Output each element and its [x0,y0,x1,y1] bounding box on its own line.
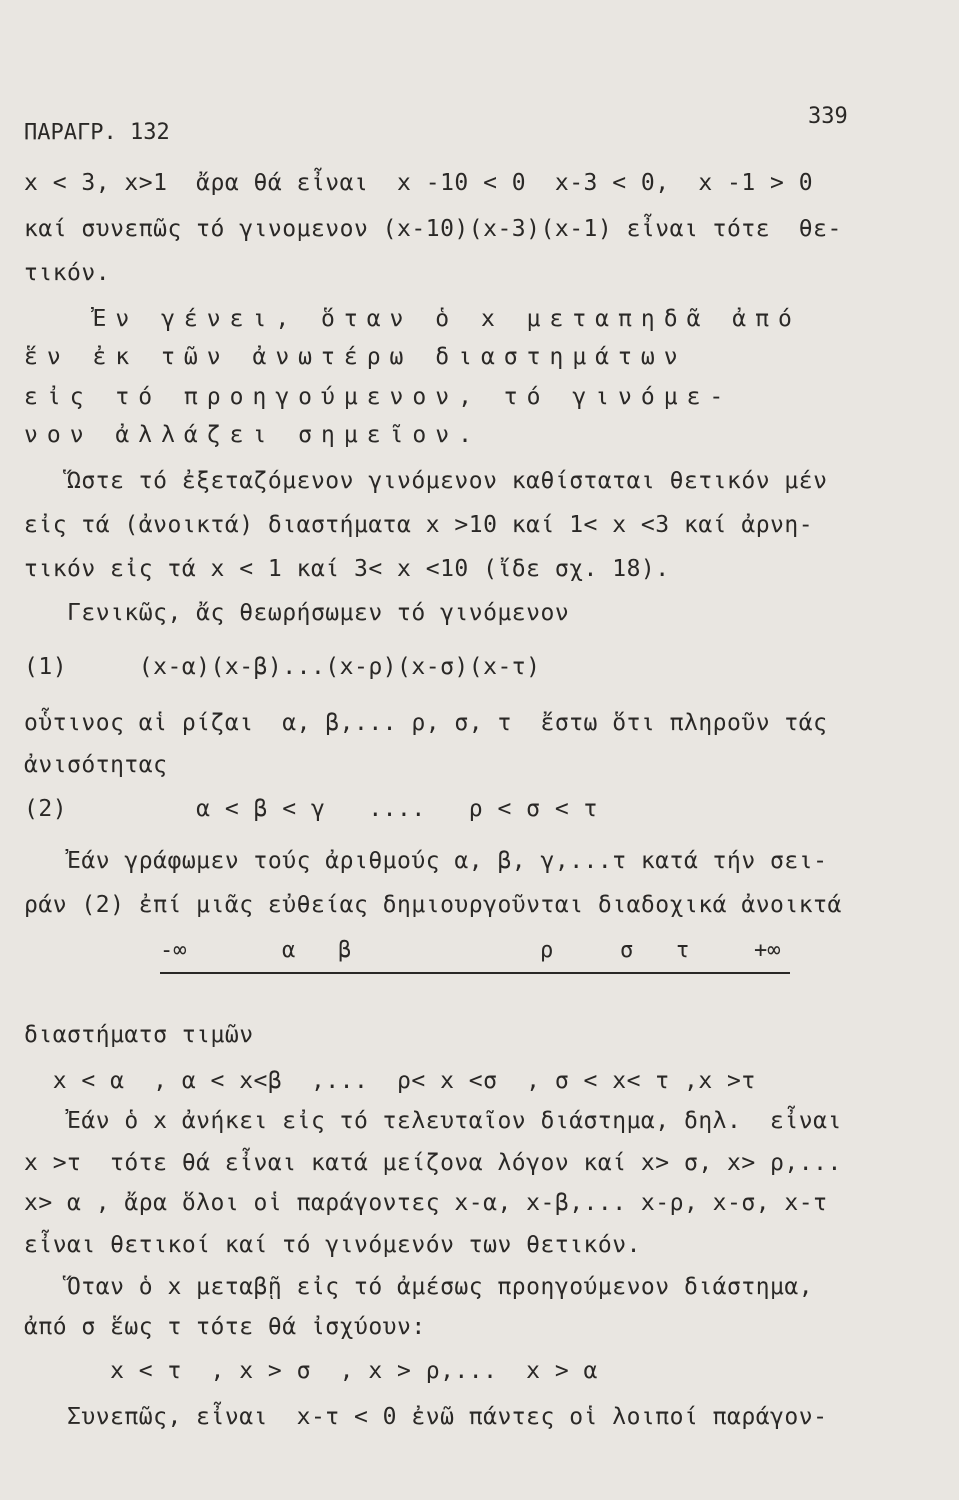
number-line-label: σ [620,938,634,963]
text-line: x> α , ἄρα ὅλοι οἱ παράγοντες x-α, x-β,... x-ρ, x-σ, x-τ [24,1190,828,1216]
text-line: νον ἀλλάζει σημεῖον. [24,422,481,448]
text-line: x < α , α < x<β ,... ρ< x <σ , σ < x< τ ,x >τ [24,1068,756,1094]
text-line: ἀπό σ ἕως τ τότε θά ἰσχύουν: [24,1314,426,1340]
text-line: ἕν ἐκ τῶν ἀνωτέρω διαστημάτων [24,344,687,370]
page-number: 339 [808,104,848,129]
number-line-label: τ [676,938,690,963]
text-line: τικόν εἰς τά x < 1 καί 3< x <10 (ἴδε σχ. 18). [24,556,670,582]
text-line: x < τ , x > σ , x > ρ,... x > α [24,1358,598,1384]
text-line: Γενικῶς, ἄς θεωρήσωμεν τό γινόμενον [24,600,570,626]
text-line: καί συνεπῶς τό γινομενον (x-10)(x-3)(x-1) εἶναι τότε θε- [24,216,842,242]
text-line: x < 3, x>1 ἄρα θά εἶναι x -10 < 0 x-3 < 0, x -1 > 0 [24,170,814,196]
text-line: Ἐάν γράφωμεν τούς ἀριθμούς α, β, γ,...τ κατά τήν σει- [24,848,828,874]
equation-1: (1) (x-α)(x-β)...(x-ρ)(x-σ)(x-τ) [24,654,541,680]
text-line: ράν (2) ἐπί μιᾶς εὐθείας δημιουργοῦνται διαδοχικά ἀνοικτά [24,892,842,918]
text-line: Ἐν γένει, ὅταν ὁ x μεταπηδᾶ ἀπό [24,306,801,332]
number-line-label: β [338,938,352,963]
text-line: Ὅταν ὁ x μεταβῇ εἰς τό ἀμέσως προηγούμενον διάστημα, [24,1274,814,1300]
text-line: Συνεπῶς, εἶναι x-τ < 0 ἐνῶ πάντες οἱ λοιποί παράγον- [24,1404,828,1430]
number-line-label: ρ [540,938,554,963]
number-line-label: α [282,938,296,963]
text-line: εἰς τά (ἀνοικτά) διαστήματα x >10 καί 1< x <3 καί ἀρνη- [24,512,814,538]
text-line: Ὥστε τό ἐξεταζόμενον γινόμενον καθίσταται θετικόν μέν [24,468,828,494]
equation-2: (2) α < β < γ .... ρ < σ < τ [24,796,598,822]
text-line: εἶναι θετικοί καί τό γινόμενόν των θετικόν. [24,1232,641,1258]
section-header: ΠΑΡΑΓΡ. 132 [24,120,170,145]
text-line: Ἐάν ὁ x ἀνήκει εἰς τό τελευταῖον διάστημα, δηλ. εἶναι [24,1108,842,1134]
number-line-axis [160,972,790,974]
text-line: εἰς τό προηγούμενον, τό γινόμε- [24,384,733,410]
number-line-label: +∞ [754,938,781,963]
text-line: ἀνισότητας [24,752,168,778]
text-line: τικόν. [24,260,111,286]
text-line: διαστήματσ τιμῶν [24,1022,254,1048]
number-line-label: -∞ [160,938,187,963]
text-line: x >τ τότε θά εἶναι κατά μείζονα λόγον καί x> σ, x> ρ,... [24,1150,842,1176]
text-line: οὗτινος αἱ ρίζαι α, β,... ρ, σ, τ ἔστω ὅτι πληροῦν τάς [24,710,828,736]
